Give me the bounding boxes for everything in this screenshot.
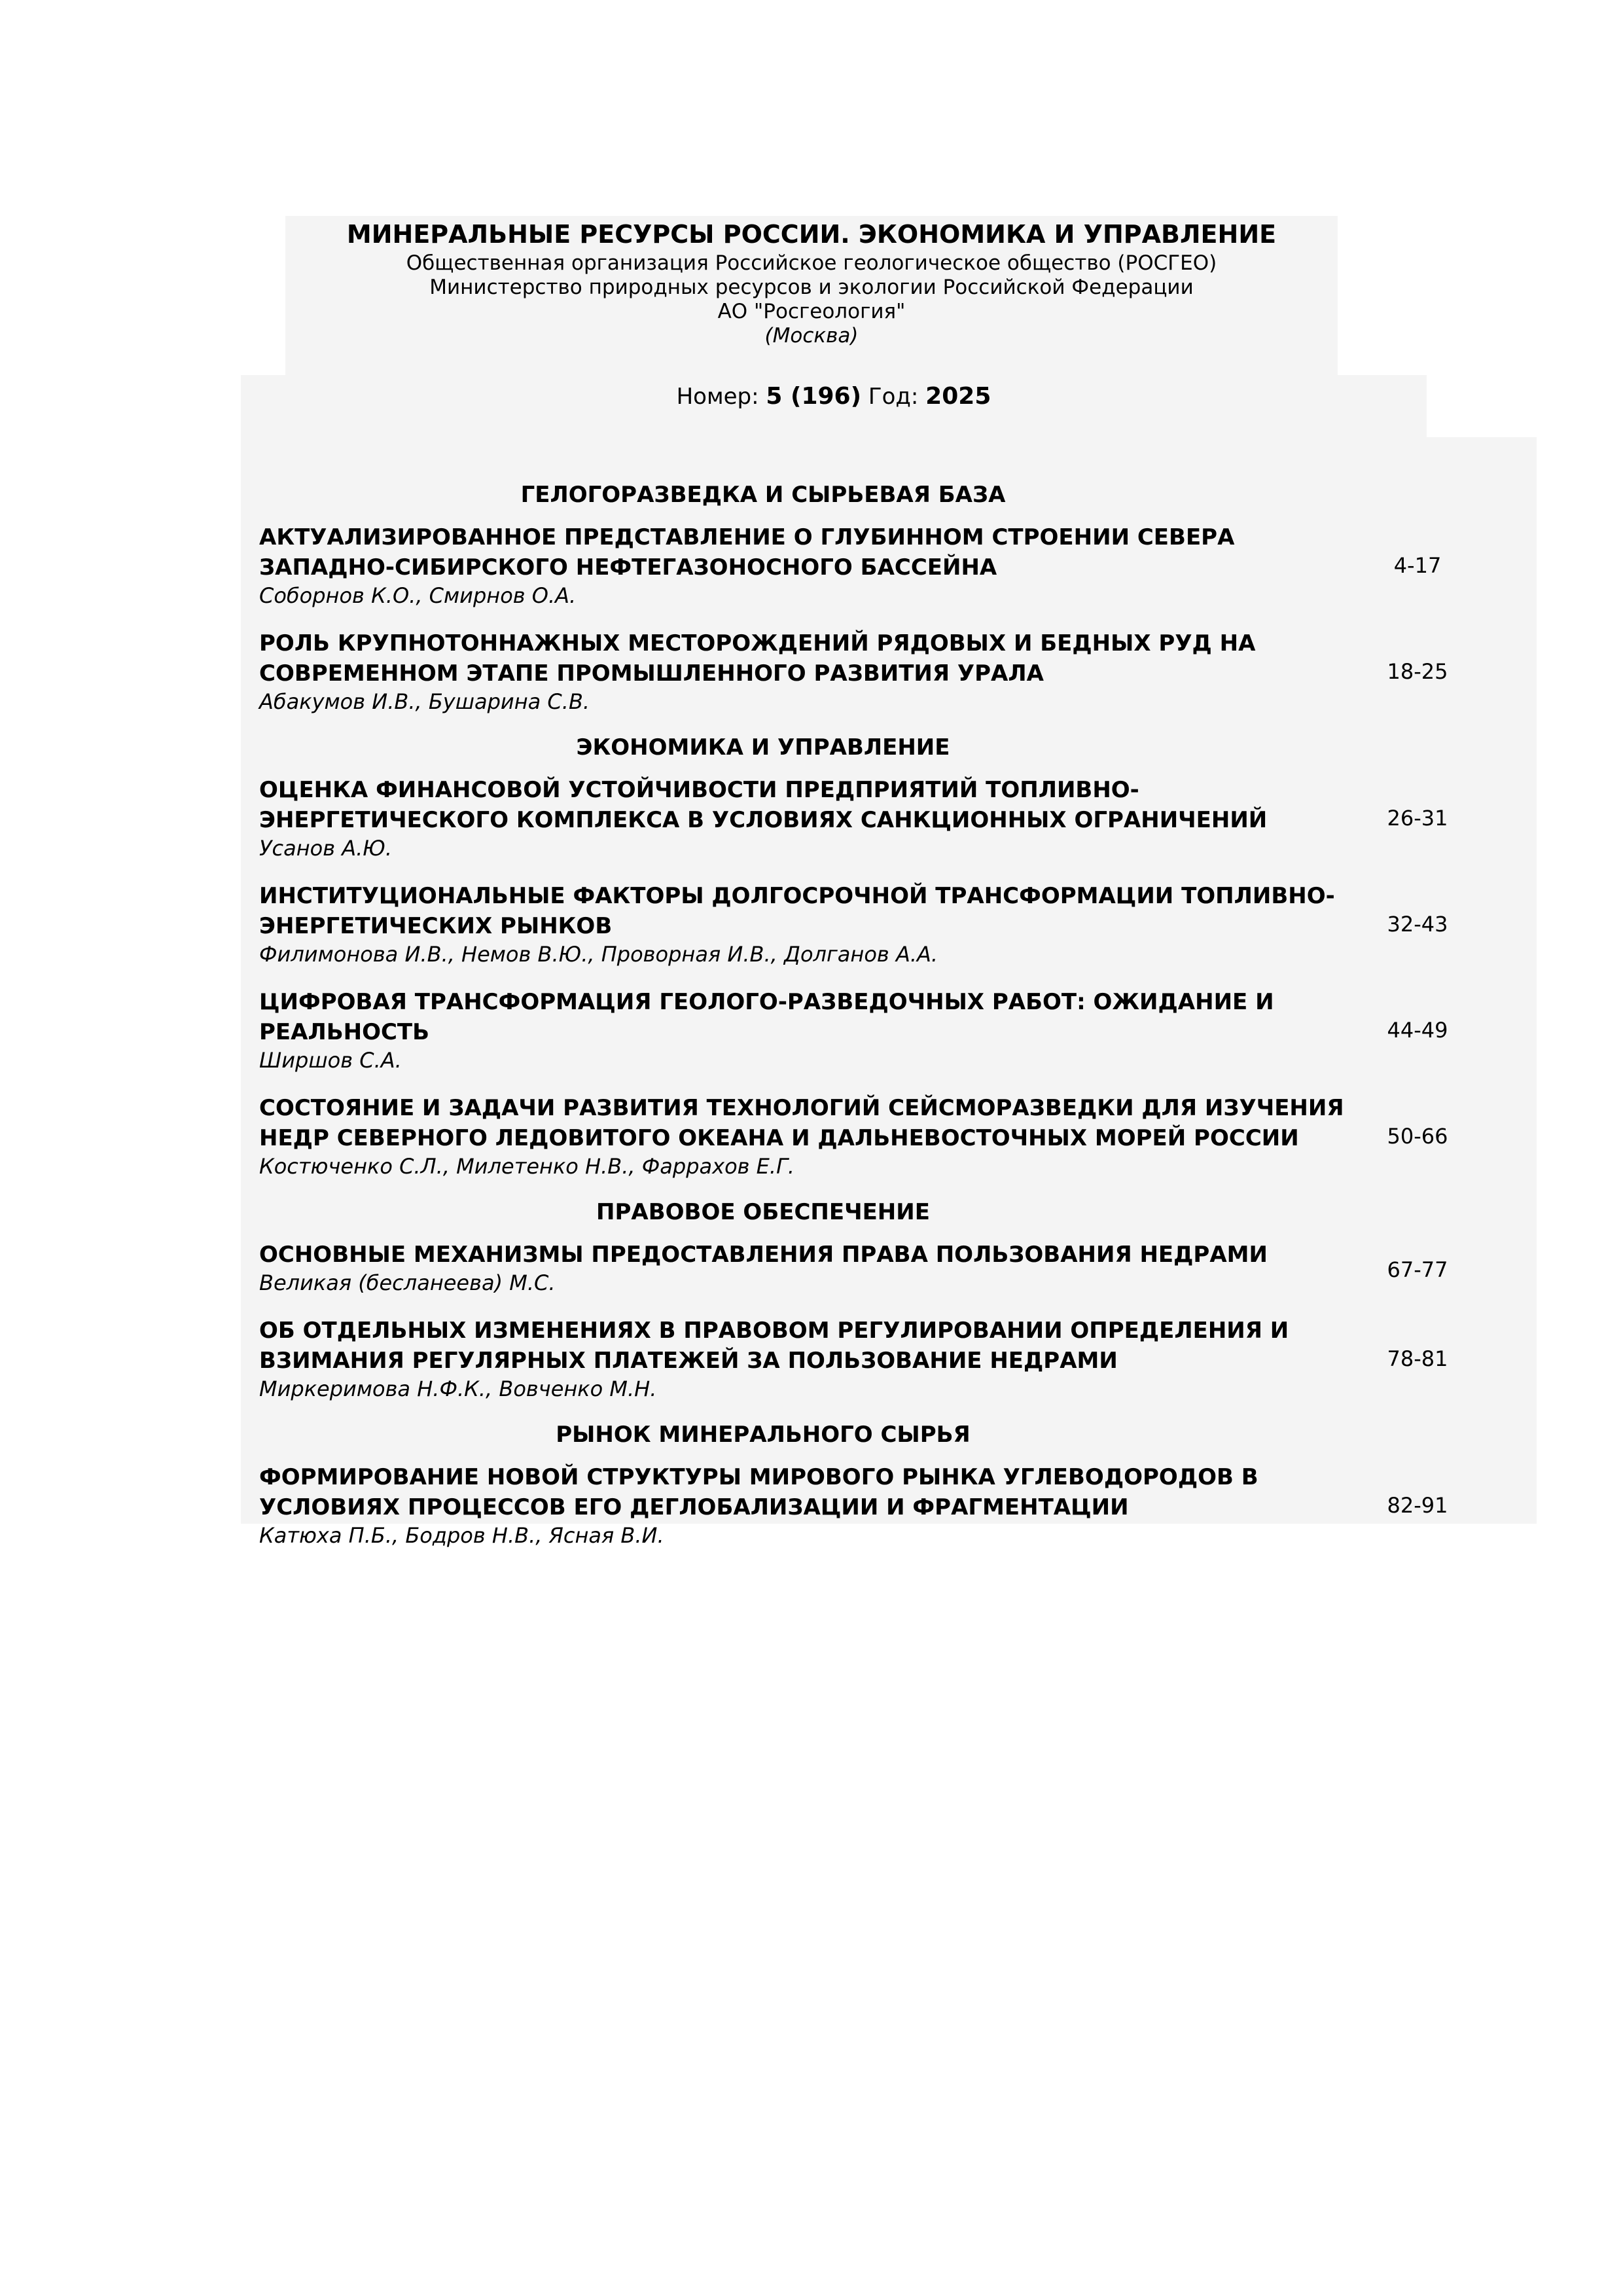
publisher-line: АО "Росгеология"	[717, 300, 906, 323]
section-title: ГЕЛОГОРАЗВЕДКА И СЫРЬЕВАЯ БАЗА	[520, 482, 1006, 508]
issue-info	[241, 382, 1427, 411]
article-authors: Костюченко С.Л., Милетенко Н.В., Фаррахов Е.Г.	[259, 1154, 795, 1179]
publisher-line: Общественная организация Российское геологическое общество (РОСГЕО)	[406, 251, 1217, 275]
article-authors: Абакумов И.В., Бушарина С.В.	[259, 689, 590, 714]
article-authors: Миркеримова Н.Ф.К., Вовченко М.Н.	[259, 1376, 657, 1401]
article-authors: Усанов А.Ю.	[259, 836, 393, 861]
article-title[interactable]: ОСНОВНЫЕ МЕХАНИЗМЫ ПРЕДОСТАВЛЕНИЯ ПРАВА ПОЛЬЗОВАНИЯ НЕДРАМИ	[259, 1242, 1268, 1268]
section-title: РЫНОК МИНЕРАЛЬНОГО СЫРЬЯ	[556, 1422, 971, 1448]
article-authors: Соборнов К.О., Смирнов О.А.	[259, 583, 577, 608]
article-entry[interactable]	[259, 1240, 1522, 1296]
article-pages: 67-77	[1387, 1257, 1448, 1282]
article-pages: 82-91	[1387, 1493, 1448, 1518]
article-title[interactable]: ОЦЕНКА ФИНАНСОВОЙ УСТОЙЧИВОСТИ ПРЕДПРИЯТИЙ ТОПЛИВНО-ЭНЕРГЕТИЧЕСКОГО КОМПЛЕКСА В УСЛОВИЯХ САНКЦИОННЫХ ОГРАНИЧЕНИЙ	[259, 777, 1268, 833]
article-authors: Великая (бесланеева) М.С.	[259, 1270, 556, 1295]
article-pages: 32-43	[1387, 912, 1448, 937]
publisher-city: (Москва)	[764, 324, 859, 348]
article-pages: 50-66	[1387, 1124, 1448, 1149]
issue-number-label: Номер:	[676, 384, 759, 410]
article-entry[interactable]	[259, 1316, 1522, 1402]
article-title[interactable]: ЦИФРОВАЯ ТРАНСФОРМАЦИЯ ГЕОЛОГО-РАЗВЕДОЧНЫХ РАБОТ: ОЖИДАНИЕ И РЕАЛЬНОСТЬ	[259, 989, 1274, 1045]
article-pages: 44-49	[1387, 1018, 1448, 1043]
article-entry[interactable]	[259, 987, 1522, 1073]
section-title: ЭКОНОМИКА И УПРАВЛЕНИЕ	[576, 734, 950, 761]
issue-year-label: Год:	[868, 384, 919, 410]
article-entry[interactable]	[259, 1093, 1522, 1179]
journal-title: МИНЕРАЛЬНЫЕ РЕСУРСЫ РОССИИ. ЭКОНОМИКА И УПРАВЛЕНИЕ	[346, 220, 1277, 249]
article-title[interactable]: СОСТОЯНИЕ И ЗАДАЧИ РАЗВИТИЯ ТЕХНОЛОГИЙ СЕЙСМОРАЗВЕДКИ ДЛЯ ИЗУЧЕНИЯ НЕДР СЕВЕРНОГО ЛЕДОВИТОГО ОКЕАНА И ДАЛЬНЕВОСТОЧНЫХ МОРЕЙ РОССИИ	[259, 1095, 1344, 1151]
issue-year: 2025	[925, 383, 991, 410]
article-entry[interactable]	[259, 522, 1522, 609]
article-title[interactable]: АКТУАЛИЗИРОВАННОЕ ПРЕДСТАВЛЕНИЕ О ГЛУБИННОМ СТРОЕНИИ СЕВЕРА ЗАПАДНО-СИБИРСКОГО НЕФТЕГАЗОНОСНОГО БАССЕЙНА	[259, 524, 1235, 581]
article-title[interactable]: ОБ ОТДЕЛЬНЫХ ИЗМЕНЕНИЯХ В ПРАВОВОМ РЕГУЛИРОВАНИИ ОПРЕДЕЛЕНИЯ И ВЗИМАНИЯ РЕГУЛЯРНЫХ ПЛАТЕЖЕЙ ЗА ПОЛЬЗОВАНИЕ НЕДРАМИ	[259, 1318, 1289, 1374]
article-authors: Ширшов С.А.	[259, 1048, 402, 1073]
issue-number: 5 (196)	[766, 383, 862, 410]
article-pages: 18-25	[1387, 659, 1448, 684]
article-authors: Филимонова И.В., Немов В.Ю., Проворная И.В., Долганов А.А.	[259, 942, 938, 967]
article-entry[interactable]	[259, 1462, 1522, 1549]
publisher-list	[285, 251, 1338, 348]
article-entry[interactable]	[259, 881, 1522, 967]
article-entry[interactable]	[259, 775, 1522, 861]
article-authors: Катюха П.Б., Бодров Н.В., Ясная В.И.	[259, 1523, 664, 1548]
article-title[interactable]: ИНСТИТУЦИОНАЛЬНЫЕ ФАКТОРЫ ДОЛГОСРОЧНОЙ ТРАНСФОРМАЦИИ ТОПЛИВНО-ЭНЕРГЕТИЧЕСКИХ РЫНКОВ	[259, 883, 1335, 939]
article-pages: 26-31	[1387, 806, 1448, 831]
article-pages: 4-17	[1393, 553, 1442, 578]
article-pages: 78-81	[1387, 1346, 1448, 1371]
section-title: ПРАВОВОЕ ОБЕСПЕЧЕНИЕ	[596, 1199, 930, 1225]
article-entry[interactable]	[259, 628, 1522, 715]
table-of-contents	[259, 482, 1522, 1568]
article-title[interactable]: РОЛЬ КРУПНОТОННАЖНЫХ МЕСТОРОЖДЕНИЙ РЯДОВЫХ И БЕДНЫХ РУД НА СОВРЕМЕННОМ ЭТАПЕ ПРОМЫШЛЕННОГО РАЗВИТИЯ УРАЛА	[259, 630, 1256, 687]
article-title[interactable]: ФОРМИРОВАНИЕ НОВОЙ СТРУКТУРЫ МИРОВОГО РЫНКА УГЛЕВОДОРОДОВ В УСЛОВИЯХ ПРОЦЕССОВ ЕГО ДЕГЛОБАЛИЗАЦИИ И ФРАГМЕНТАЦИИ	[259, 1464, 1258, 1520]
publisher-line: Министерство природных ресурсов и экологии Российской Федерации	[429, 276, 1194, 299]
